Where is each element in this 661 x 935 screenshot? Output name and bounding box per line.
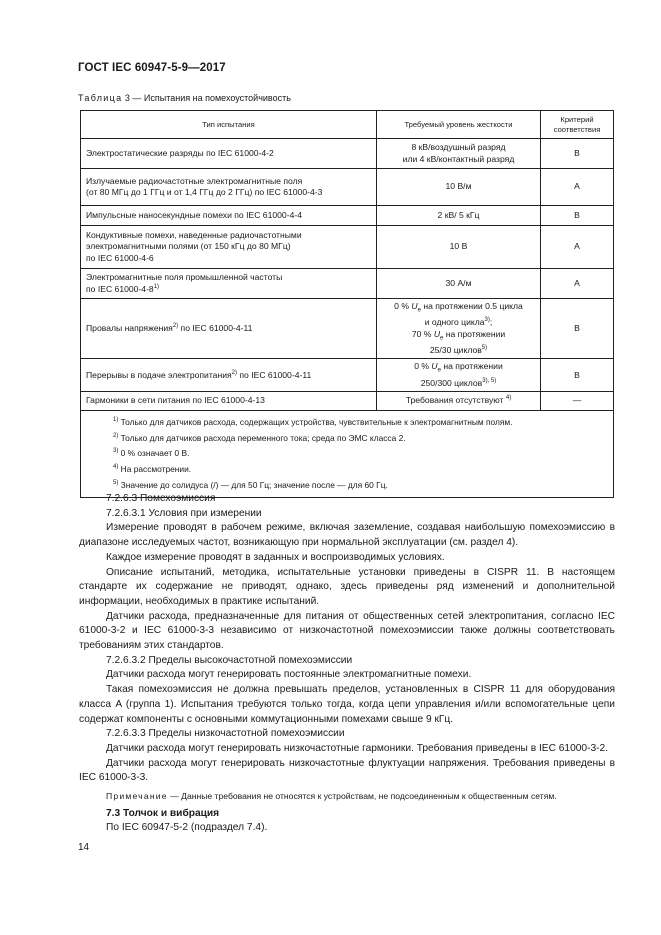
criterion-cell: B <box>541 139 614 169</box>
table-row <box>81 206 614 226</box>
subsection-heading: 7.2.6.3.3 Пределы низкочастотной помехоэмиссии <box>106 728 345 740</box>
severity-level-cell: 10 В <box>377 226 541 269</box>
test-type-cell: Электромагнитные поля промышленной частоты по IEC 61000-4-8$^{1)}$ <box>81 269 377 299</box>
table-caption: Таблица 3 — Испытания на помехоустойчивость <box>78 93 291 103</box>
paragraph: Измерение проводят в рабочем режиме, включая заземление, создавая наибольшую помехоэмиссию в диапазоне исследуемых частот, возникающую при нормальной эксплуатации (см. раздел 4). <box>79 522 615 549</box>
table-row <box>81 392 614 411</box>
subsection-heading: 7.2.6.3.1 Условия при измерении <box>106 507 262 519</box>
test-type-cell: Провалы напряжения$^{2)}$ по IEC 61000-4-11 <box>81 299 377 359</box>
table-notes-row <box>81 411 614 498</box>
note: Примечание — Данные требования не относятся к устройствам, не подсоединенным к общественным сетям. <box>106 791 557 802</box>
table-note: $^{4)}$ На рассмотрении. <box>113 463 192 474</box>
table-note: $^{1)}$ Только для датчиков расхода, содержащих устройства, чувствительные к электромагнитным полям. <box>113 417 513 428</box>
table-row <box>81 139 614 169</box>
table-row <box>81 226 614 269</box>
subsection-heading: 7.2.6.3.2 Пределы высокочастотной помехоэмиссии <box>106 654 353 666</box>
criterion-cell: B <box>541 206 614 226</box>
severity-level-cell: 0 % $U_e$ на протяжении 0.5 цикла и одного цикла$^{3)}$; 70 % $U_e$ на протяжении 25/30 циклов$^{5)}$ <box>377 299 541 359</box>
paragraph: Датчики расхода могут генерировать низкочастотные гармоники. Требования приведены в IEC 61000-3-2. <box>106 742 609 754</box>
table-note: $^{5)}$ Значение до солидуса (/) — для 50 Гц; значение после — для 60 Гц. <box>113 479 388 490</box>
document-body <box>79 492 615 836</box>
test-type-cell: Гармоники в сети питания по IEC 61000-4-13 <box>81 392 377 411</box>
criterion-cell: B <box>541 359 614 392</box>
table-note: $^{3)}$ 0 % означает 0 В. <box>113 448 190 459</box>
section-heading-7-3: 7.3 Толчок и вибрация <box>106 807 220 819</box>
immunity-tests-table <box>80 110 614 498</box>
document-header: ГОСТ IEC 60947-5-9—2017 <box>78 62 226 74</box>
table-header-row <box>81 111 614 139</box>
paragraph: Описание испытаний, методика, испытательные установки приведены в CISPR 11. В настоящем стандарте их содержание не приводят, однако, здесь приведены ряд изменений и дополнительной информации, необходимых в практике испытаний. <box>79 566 615 607</box>
criterion-cell: A <box>541 269 614 299</box>
test-type-cell: Кондуктивные помехи, наведенные радиочастотными электромагнитными полями (от 150 кГц до 80 МГц) по IEC 61000-4-6 <box>81 226 377 269</box>
paragraph: Датчики расхода могут генерировать постоянные электромагнитные помехи. <box>106 669 472 681</box>
section-heading: 7.2.6.3 Помехоэмиссия <box>106 493 216 504</box>
test-type-cell: Электростатические разряды по IEC 61000-4-2 <box>81 139 377 169</box>
table-note: $^{2)}$ Только для датчиков расхода переменного тока; среда по ЭМС класса 2. <box>113 432 406 443</box>
severity-level-cell: 30 А/м <box>377 269 541 299</box>
table-row <box>81 359 614 392</box>
severity-level-cell: 10 В/м <box>377 169 541 206</box>
severity-level-cell: 8 кВ/воздушный разряд или 4 кВ/контактный разряд <box>377 139 541 169</box>
criterion-cell: B <box>541 299 614 359</box>
column-header: Тип испытания <box>81 111 377 139</box>
table-row <box>81 299 614 359</box>
table-row <box>81 269 614 299</box>
paragraph: Датчики расхода могут генерировать низкочастотные флуктуации напряжения. Требования приведены в IEC 61000-3-3. <box>79 757 615 784</box>
table-row <box>81 169 614 206</box>
test-type-cell: Импульсные наносекундные помехи по IEC 61000-4-4 <box>81 206 377 226</box>
paragraph: Такая помехоэмиссия не должна превышать пределов, установленных в CISPR 11 для оборудования класса A (группа 1). Испытания требуются только тогда, когда цепи управления и/или вспомогательные цепи содержат компоненты с основными коммутационными помехами свыше 9 кГц. <box>79 684 615 725</box>
column-header: Требуемый уровень жесткости <box>377 111 541 139</box>
page-number: 14 <box>78 842 90 853</box>
table-notes <box>81 411 614 498</box>
criterion-cell: A <box>541 169 614 206</box>
test-type-cell: Перерывы в подаче электропитания$^{2)}$ по IEC 61000-4-11 <box>81 359 377 392</box>
criterion-cell: A <box>541 226 614 269</box>
severity-level-cell: 2 кВ/ 5 кГц <box>377 206 541 226</box>
severity-level-cell: Требования отсутствуют $^{4)}$ <box>377 392 541 411</box>
severity-level-cell: 0 % $U_e$ на протяжении 250/300 циклов$^{3), 5)}$ <box>377 359 541 392</box>
column-header: Критерий соответствия <box>541 111 614 139</box>
paragraph: По IEC 60947-5-2 (подраздел 7.4). <box>106 822 268 834</box>
test-type-cell: Излучаемые радиочастотные электромагнитные поля (от 80 МГц до 1 ГГц и от 1,4 ГГц до 2 ГГц) по IEC 61000-4-3 <box>81 169 377 206</box>
paragraph: Датчики расхода, предназначенные для питания от общественных сетей электропитания, согласно IEC 61000-3-2 и IEC 61000-3-3 независимо от низкочастотной помехоэмиссии также должны соответствовать требованиям этих стандартов. <box>79 610 615 652</box>
paragraph: Каждое измерение проводят в заданных и воспроизводимых условиях. <box>106 551 445 563</box>
criterion-cell: — <box>541 392 614 411</box>
